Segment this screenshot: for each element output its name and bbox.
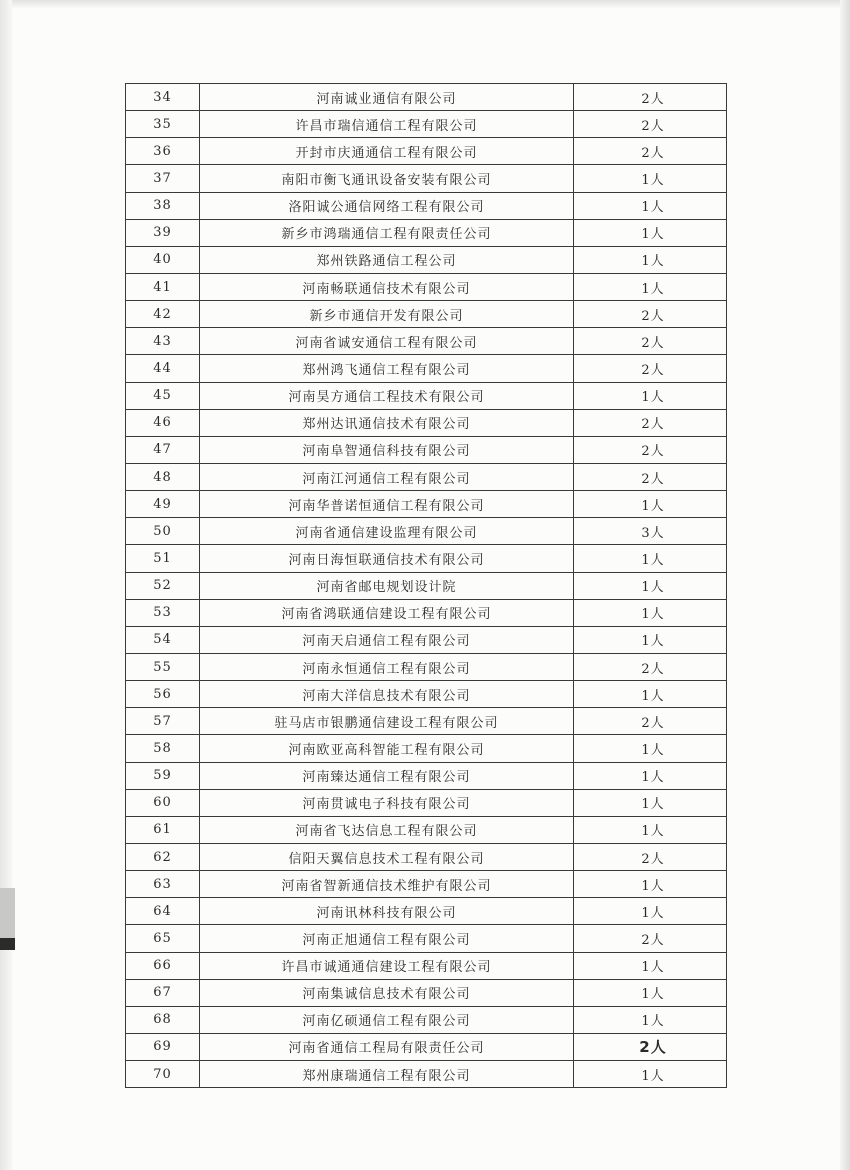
company-name: 新乡市通信开发有限公司	[200, 301, 574, 328]
person-count-cell	[574, 626, 727, 653]
company-name: 河南省诚安通信工程有限公司	[200, 328, 574, 355]
row-number: 48	[126, 463, 200, 490]
row-number: 40	[126, 246, 200, 273]
row-number: 64	[126, 898, 200, 925]
person-count-cell	[574, 219, 727, 246]
table-row	[126, 681, 727, 708]
table-row	[126, 735, 727, 762]
table-row	[126, 708, 727, 735]
person-count: 1人	[641, 1014, 665, 1030]
row-number: 70	[126, 1061, 200, 1088]
table-row	[126, 192, 727, 219]
person-count: 1人	[641, 1068, 665, 1084]
table-row	[126, 219, 727, 246]
person-count: 1人	[641, 254, 665, 270]
person-count-cell	[574, 1033, 727, 1060]
company-name: 许昌市瑞信通信工程有限公司	[200, 111, 574, 138]
person-count-cell	[574, 843, 727, 870]
person-count-cell	[574, 165, 727, 192]
person-count-cell	[574, 463, 727, 490]
row-number: 44	[126, 355, 200, 382]
company-name: 南阳市衡飞通讯设备安装有限公司	[200, 165, 574, 192]
table-row	[126, 816, 727, 843]
company-name: 河南永恒通信工程有限公司	[200, 653, 574, 680]
company-name: 河南昊方通信工程技术有限公司	[200, 382, 574, 409]
table-row	[126, 165, 727, 192]
person-count: 1人	[641, 987, 665, 1003]
scan-edge-left	[0, 0, 12, 1170]
scan-edge-top	[0, 0, 850, 8]
row-number: 54	[126, 626, 200, 653]
table-row	[126, 626, 727, 653]
row-number: 35	[126, 111, 200, 138]
person-count: 2人	[641, 932, 665, 948]
table-row	[126, 898, 727, 925]
company-name: 许昌市诚通通信建设工程有限公司	[200, 952, 574, 979]
company-name: 郑州康瑞通信工程有限公司	[200, 1061, 574, 1088]
person-count-cell	[574, 138, 727, 165]
row-number: 68	[126, 1006, 200, 1033]
row-number: 65	[126, 925, 200, 952]
person-count: 1人	[641, 688, 665, 704]
table-row	[126, 925, 727, 952]
person-count: 1人	[641, 227, 665, 243]
person-count-cell	[574, 111, 727, 138]
person-count: 2人	[641, 118, 665, 134]
company-name: 河南省智新通信技术维护有限公司	[200, 871, 574, 898]
row-number: 51	[126, 545, 200, 572]
person-count-cell	[574, 708, 727, 735]
person-count-cell	[574, 735, 727, 762]
company-name: 郑州达讯通信技术有限公司	[200, 409, 574, 436]
company-name: 河南天启通信工程有限公司	[200, 626, 574, 653]
person-count: 2人	[641, 145, 665, 161]
table-row	[126, 111, 727, 138]
row-number: 57	[126, 708, 200, 735]
company-name: 洛阳诚公通信网络工程有限公司	[200, 192, 574, 219]
person-count-cell	[574, 789, 727, 816]
row-number: 41	[126, 273, 200, 300]
company-name: 河南畅联通信技术有限公司	[200, 273, 574, 300]
table-row	[126, 436, 727, 463]
table-row	[126, 1061, 727, 1088]
table-row	[126, 952, 727, 979]
row-number: 63	[126, 871, 200, 898]
company-name: 河南省通信建设监理有限公司	[200, 518, 574, 545]
table-row	[126, 789, 727, 816]
person-count-cell	[574, 925, 727, 952]
table-row	[126, 572, 727, 599]
row-number: 52	[126, 572, 200, 599]
person-count: 1人	[641, 498, 665, 514]
roster-body	[126, 84, 727, 1088]
person-count: 1人	[641, 824, 665, 840]
row-number: 60	[126, 789, 200, 816]
row-number: 37	[126, 165, 200, 192]
person-count: 2人	[641, 91, 665, 107]
person-count: 2人	[641, 661, 665, 677]
person-count-cell	[574, 192, 727, 219]
company-name: 开封市庆通通信工程有限公司	[200, 138, 574, 165]
person-count: 1人	[641, 960, 665, 976]
company-name: 河南臻达通信工程有限公司	[200, 762, 574, 789]
company-name: 河南华普诺恒通信工程有限公司	[200, 491, 574, 518]
person-count: 1人	[641, 878, 665, 894]
person-count: 2人	[641, 417, 665, 433]
row-number: 43	[126, 328, 200, 355]
table-row	[126, 1033, 727, 1060]
person-count-cell	[574, 409, 727, 436]
person-count-cell	[574, 762, 727, 789]
person-count-cell	[574, 273, 727, 300]
company-name: 河南亿硕通信工程有限公司	[200, 1006, 574, 1033]
table-row	[126, 843, 727, 870]
person-count: 2人	[639, 1038, 667, 1057]
person-count: 2人	[641, 444, 665, 460]
company-name: 河南江河通信工程有限公司	[200, 463, 574, 490]
person-count-cell	[574, 816, 727, 843]
row-number: 55	[126, 653, 200, 680]
table-row	[126, 382, 727, 409]
person-count-cell	[574, 681, 727, 708]
person-count: 1人	[641, 905, 665, 921]
company-name: 河南日海恒联通信技术有限公司	[200, 545, 574, 572]
person-count: 1人	[641, 797, 665, 813]
row-number: 62	[126, 843, 200, 870]
table-row	[126, 545, 727, 572]
person-count: 1人	[641, 580, 665, 596]
row-number: 46	[126, 409, 200, 436]
table-row	[126, 653, 727, 680]
person-count: 1人	[641, 742, 665, 758]
person-count-cell	[574, 599, 727, 626]
company-name: 河南讯林科技有限公司	[200, 898, 574, 925]
company-name: 河南省通信工程局有限责任公司	[200, 1033, 574, 1060]
person-count-cell	[574, 572, 727, 599]
table-row	[126, 871, 727, 898]
table-row	[126, 301, 727, 328]
company-name: 河南省飞达信息工程有限公司	[200, 816, 574, 843]
company-name: 河南大洋信息技术有限公司	[200, 681, 574, 708]
row-number: 47	[126, 436, 200, 463]
company-name: 河南诚业通信有限公司	[200, 84, 574, 111]
person-count-cell	[574, 952, 727, 979]
row-number: 50	[126, 518, 200, 545]
person-count-cell	[574, 979, 727, 1006]
person-count-cell	[574, 898, 727, 925]
person-count-cell	[574, 871, 727, 898]
company-name: 河南欧亚高科智能工程有限公司	[200, 735, 574, 762]
person-count-cell	[574, 355, 727, 382]
company-name: 河南正旭通信工程有限公司	[200, 925, 574, 952]
row-number: 61	[126, 816, 200, 843]
scan-edge-right	[840, 0, 850, 1170]
table-row	[126, 355, 727, 382]
person-count-cell	[574, 1061, 727, 1088]
person-count: 2人	[641, 471, 665, 487]
table-row	[126, 273, 727, 300]
person-count-cell	[574, 436, 727, 463]
person-count-cell	[574, 84, 727, 111]
person-count-cell	[574, 328, 727, 355]
table-row	[126, 328, 727, 355]
person-count: 1人	[641, 607, 665, 623]
table-row	[126, 409, 727, 436]
row-number: 36	[126, 138, 200, 165]
person-count: 2人	[641, 335, 665, 351]
company-roster-table	[125, 83, 727, 1088]
table-row	[126, 762, 727, 789]
person-count: 1人	[641, 552, 665, 568]
company-name: 河南省鸿联通信建设工程有限公司	[200, 599, 574, 626]
row-number: 42	[126, 301, 200, 328]
row-number: 58	[126, 735, 200, 762]
row-number: 56	[126, 681, 200, 708]
row-number: 53	[126, 599, 200, 626]
person-count-cell	[574, 653, 727, 680]
person-count: 1人	[641, 390, 665, 406]
company-name: 河南集诚信息技术有限公司	[200, 979, 574, 1006]
person-count: 3人	[641, 525, 665, 541]
person-count: 2人	[641, 362, 665, 378]
binder-clip-shadow	[0, 938, 15, 950]
row-number: 59	[126, 762, 200, 789]
person-count-cell	[574, 518, 727, 545]
company-name: 河南省邮电规划设计院	[200, 572, 574, 599]
company-name: 信阳天翼信息技术工程有限公司	[200, 843, 574, 870]
table-row	[126, 84, 727, 111]
row-number: 39	[126, 219, 200, 246]
company-name: 河南贯诚电子科技有限公司	[200, 789, 574, 816]
company-name: 郑州铁路通信工程公司	[200, 246, 574, 273]
person-count-cell	[574, 491, 727, 518]
table-row	[126, 518, 727, 545]
table-row	[126, 491, 727, 518]
company-name: 新乡市鸿瑞通信工程有限责任公司	[200, 219, 574, 246]
person-count: 2人	[641, 308, 665, 324]
row-number: 69	[126, 1033, 200, 1060]
person-count-cell	[574, 301, 727, 328]
person-count: 1人	[641, 281, 665, 297]
person-count: 1人	[641, 634, 665, 650]
company-name: 驻马店市银鹏通信建设工程有限公司	[200, 708, 574, 735]
person-count-cell	[574, 246, 727, 273]
table-row	[126, 138, 727, 165]
row-number: 49	[126, 491, 200, 518]
person-count-cell	[574, 545, 727, 572]
person-count-cell	[574, 382, 727, 409]
row-number: 38	[126, 192, 200, 219]
table-row	[126, 599, 727, 626]
person-count: 2人	[641, 851, 665, 867]
person-count-cell	[574, 1006, 727, 1033]
table-row	[126, 463, 727, 490]
row-number: 66	[126, 952, 200, 979]
company-name: 河南阜智通信科技有限公司	[200, 436, 574, 463]
row-number: 67	[126, 979, 200, 1006]
person-count: 1人	[641, 770, 665, 786]
person-count: 1人	[641, 172, 665, 188]
table-row	[126, 1006, 727, 1033]
row-number: 34	[126, 84, 200, 111]
company-name: 郑州鸿飞通信工程有限公司	[200, 355, 574, 382]
person-count: 2人	[641, 715, 665, 731]
table-row	[126, 979, 727, 1006]
row-number: 45	[126, 382, 200, 409]
table-row	[126, 246, 727, 273]
person-count: 1人	[641, 200, 665, 216]
